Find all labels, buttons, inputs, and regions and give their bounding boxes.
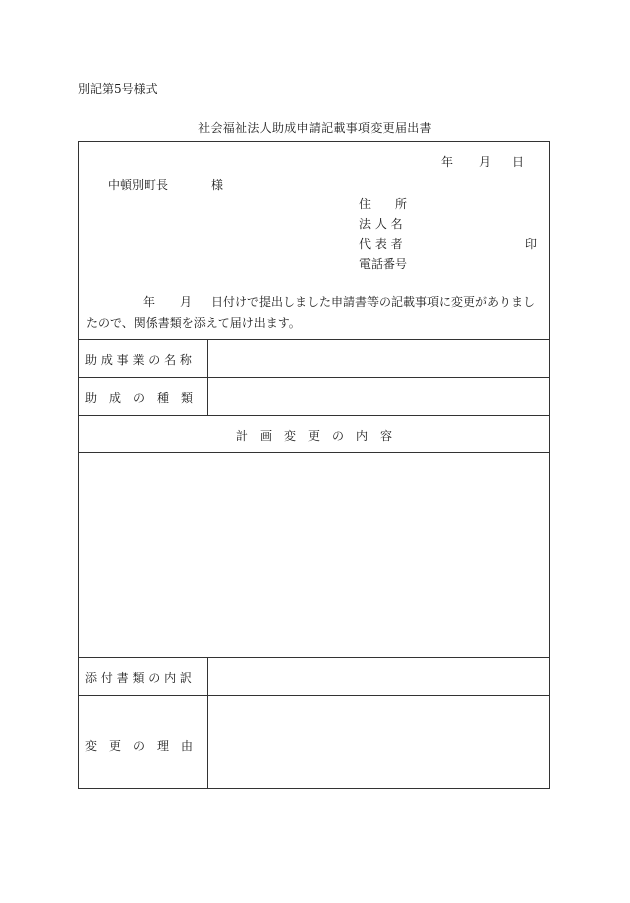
form-number: 別記第5号様式: [78, 82, 158, 96]
plan-change-content-field[interactable]: [80, 453, 548, 656]
grant-type-label: 助 成 の 種 類: [85, 391, 194, 405]
project-name-label: 助 成 事 業 の 名 称: [85, 353, 192, 367]
seal-mark: 印: [525, 237, 538, 251]
document-title: 社会福祉法人助成申請記載事項変更届出書: [198, 121, 432, 135]
phone-number-label: 電話番号: [359, 257, 408, 271]
grant-type-field[interactable]: [208, 378, 549, 414]
representative-label: 代 表 者: [359, 237, 403, 251]
date-month-label: 月: [479, 155, 492, 169]
declaration-body: 日付けで提出しました申請書等の記載事項に変更がありましたので、関係書類を添えて届け出ます。: [86, 295, 536, 330]
body-month-label: 月: [180, 295, 193, 309]
divider: [79, 415, 549, 416]
change-reason-label: 変 更 の 理 由: [85, 739, 194, 753]
declaration-text: [86, 292, 544, 334]
form-table: [78, 141, 550, 789]
address-label: 住 所: [359, 197, 408, 211]
date-year-label: 年: [441, 155, 454, 169]
date-day-label: 日: [512, 155, 525, 169]
addressee-name: 中頓別町長: [108, 178, 169, 192]
body-year-label: 年: [143, 295, 156, 309]
attachments-label: 添 付 書 類 の 内 訳: [85, 671, 192, 685]
project-name-field[interactable]: [208, 340, 549, 376]
change-reason-field[interactable]: [208, 696, 549, 787]
plan-change-heading: 計 画 変 更 の 内 容: [235, 429, 392, 443]
corporation-name-label: 法 人 名: [359, 217, 403, 231]
addressee-honorific: 様: [211, 178, 224, 192]
attachments-field[interactable]: [208, 658, 549, 694]
